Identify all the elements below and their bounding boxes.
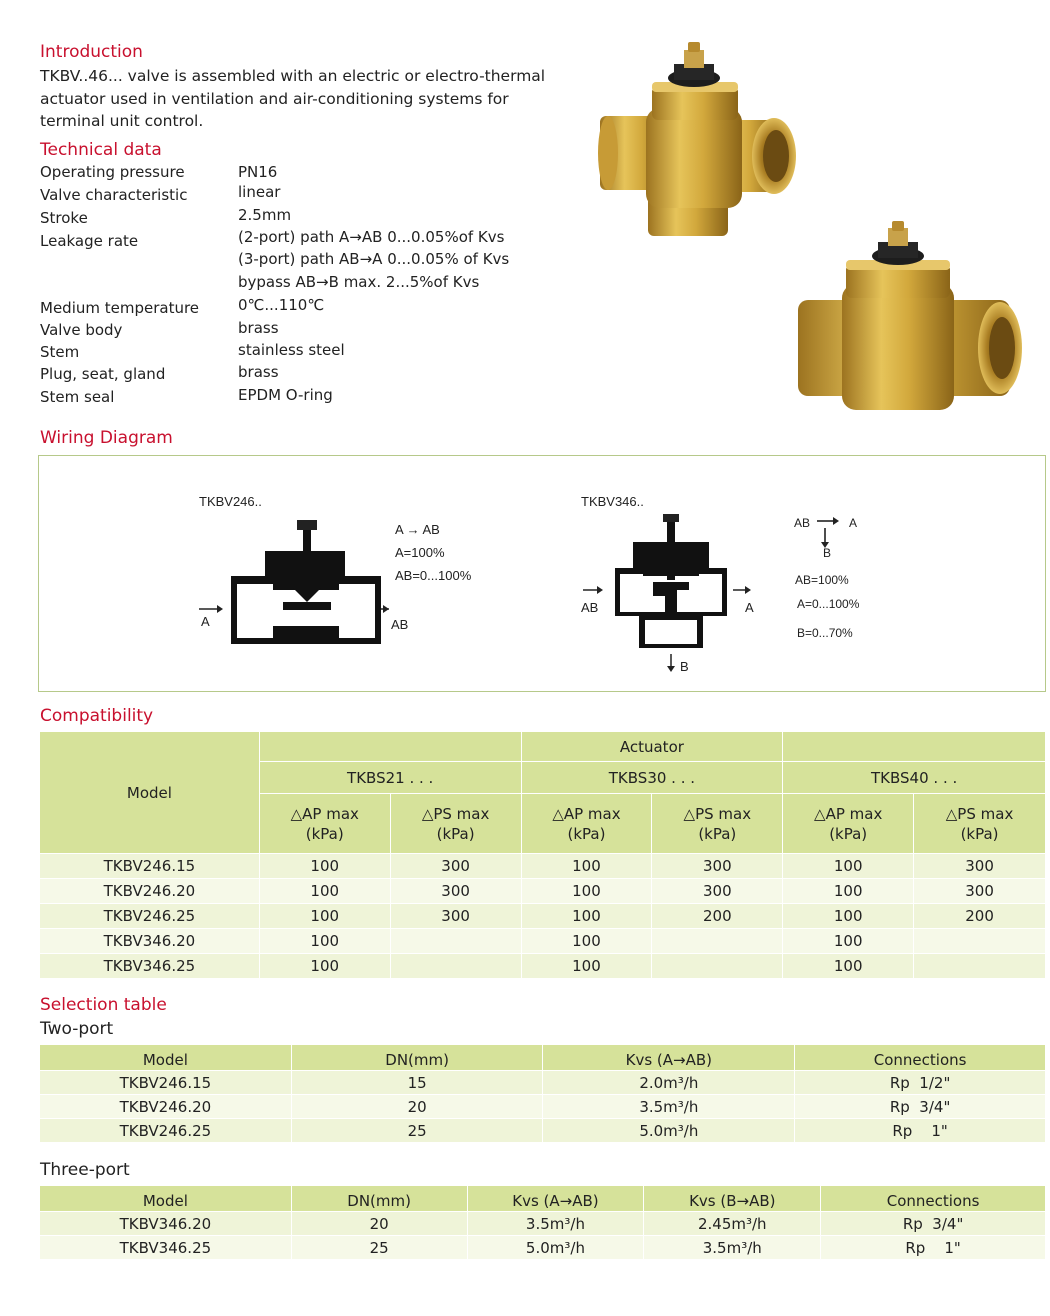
two-port-spec-ab: AB=0...100% [395, 568, 472, 583]
compat-value-cell [390, 954, 521, 979]
three-port-cell: 3.5m³/h [644, 1236, 821, 1260]
technical-value: brass [238, 363, 279, 381]
technical-value: 2.5mm [238, 206, 292, 224]
compat-value-cell: 100 [783, 904, 914, 929]
compat-value-cell: 100 [259, 879, 390, 904]
intro-text: TKBV..46... valve is assembled with an electric or electro-thermal actuator used in ventilation and air-conditioning systems for terminal unit control. [40, 67, 546, 130]
technical-label: Medium temperature [40, 299, 200, 317]
compat-model-cell: TKBV246.20 [40, 879, 260, 904]
table-row [40, 954, 1046, 979]
compat-model-cell: TKBV346.20 [40, 929, 260, 954]
three-port-flow-from: AB [794, 516, 811, 530]
three-port-cell: 25 [291, 1236, 467, 1260]
three-port-valve-diagram [579, 512, 759, 672]
three-port-header: Connections [821, 1186, 1046, 1212]
two-port-cell: Rp 1" [795, 1119, 1046, 1143]
table-row [40, 1071, 1046, 1095]
two-port-model-label: TKBV246.. [199, 494, 262, 509]
two-port-header: Kvs (A→AB) [543, 1045, 795, 1071]
two-port-inlet-label: A [201, 614, 210, 629]
three-port-header: Kvs (A→AB) [467, 1186, 644, 1212]
three-port-flow-bypass: B [823, 546, 832, 560]
three-port-valve-photo [588, 38, 806, 238]
technical-label: Leakage rate [40, 232, 139, 250]
compat-value-cell: 100 [259, 954, 390, 979]
selection-title: Selection table [40, 995, 167, 1015]
compat-model-cell: TKBV246.25 [40, 904, 260, 929]
compat-value-cell: 300 [914, 854, 1046, 879]
compat-value-cell: 300 [390, 904, 521, 929]
two-port-cell: 2.0m³/h [543, 1071, 795, 1095]
table-row [40, 1119, 1046, 1143]
technical-value: bypass AB→B max. 2...5%of Kvs [238, 273, 480, 291]
three-port-cell: 2.45m³/h [644, 1212, 821, 1236]
three-port-flow-arrows [815, 516, 845, 550]
table-row [40, 879, 1046, 904]
technical-value: stainless steel [238, 341, 345, 359]
compat-actuator-tkbs21: TKBS21 . . . [259, 762, 521, 794]
technical-value: linear [238, 183, 281, 201]
three-port-inlet-label: AB [581, 600, 599, 615]
technical-value: 0℃...110℃ [238, 296, 325, 314]
technical-label: Operating pressure [40, 163, 185, 181]
three-port-spec-b: B=0...70% [797, 626, 853, 640]
technical-value: (3-port) path AB→A 0...0.05% of Kvs [238, 250, 510, 268]
technical-label: Valve body [40, 321, 123, 339]
three-port-cell: Rp 3/4" [821, 1212, 1046, 1236]
three-port-cell: TKBV346.25 [40, 1236, 292, 1260]
three-port-spec-a: A=0...100% [797, 597, 860, 611]
table-row [40, 904, 1046, 929]
compat-ps-max-header: △PS max (kPa) [914, 794, 1046, 854]
two-port-title: Two-port [40, 1019, 114, 1039]
two-port-valve-diagram [197, 506, 397, 646]
three-port-spec-ab: AB=100% [795, 573, 849, 587]
compat-value-cell [914, 954, 1046, 979]
compat-value-cell: 100 [521, 929, 652, 954]
compat-value-cell: 100 [521, 904, 652, 929]
compat-value-cell: 300 [390, 854, 521, 879]
intro-title: Introduction [40, 42, 143, 62]
two-port-cell: 15 [291, 1071, 543, 1095]
two-port-cell: TKBV246.25 [40, 1119, 292, 1143]
compat-value-cell: 300 [914, 879, 1046, 904]
compat-value-cell: 200 [914, 904, 1046, 929]
compat-actuator-tkbs30: TKBS30 . . . [521, 762, 783, 794]
two-port-cell: 5.0m³/h [543, 1119, 795, 1143]
compat-value-cell: 300 [652, 854, 783, 879]
two-port-spec-a: A=100% [395, 545, 445, 560]
compat-value-cell: 100 [521, 954, 652, 979]
two-port-header: DN(mm) [291, 1045, 543, 1071]
two-port-cell: TKBV246.15 [40, 1071, 292, 1095]
three-port-title: Three-port [40, 1160, 130, 1180]
compat-value-cell [914, 929, 1046, 954]
three-port-bottom-label: B [680, 659, 689, 674]
table-row [40, 854, 1046, 879]
compat-value-cell: 300 [390, 879, 521, 904]
two-port-cell: 20 [291, 1095, 543, 1119]
technical-label: Stem [40, 343, 80, 361]
three-port-cell: 20 [291, 1212, 467, 1236]
two-port-cell: Rp 3/4" [795, 1095, 1046, 1119]
compat-model-header: Model [40, 732, 260, 854]
two-port-flow-label: A → AB [395, 522, 440, 537]
compat-value-cell: 100 [783, 879, 914, 904]
compat-ap-max-header: △AP max (kPa) [521, 794, 652, 854]
technical-label: Plug, seat, gland [40, 365, 166, 383]
compatibility-table [39, 731, 1046, 979]
two-port-valve-photo [788, 220, 1028, 425]
technical-value: EPDM O-ring [238, 386, 333, 404]
compat-value-cell: 100 [783, 854, 914, 879]
compatibility-title: Compatibility [40, 706, 154, 726]
compat-value-cell: 200 [652, 904, 783, 929]
three-port-cell: 5.0m³/h [467, 1236, 644, 1260]
three-port-header: DN(mm) [291, 1186, 467, 1212]
compat-value-cell: 300 [652, 879, 783, 904]
compat-value-cell: 100 [259, 904, 390, 929]
three-port-cell: 3.5m³/h [467, 1212, 644, 1236]
compat-actuator-header: Actuator [521, 732, 783, 762]
three-port-header: Model [40, 1186, 292, 1212]
compat-ps-max-header: △PS max (kPa) [390, 794, 521, 854]
wiring-diagram-box [38, 455, 1046, 692]
technical-label: Valve characteristic [40, 186, 188, 204]
table-row [40, 1212, 1046, 1236]
table-row [40, 1236, 1046, 1260]
two-port-header: Connections [795, 1045, 1046, 1071]
three-port-flow-to: A [849, 516, 858, 530]
two-port-cell: Rp 1/2" [795, 1071, 1046, 1095]
compat-value-cell: 100 [783, 929, 914, 954]
compat-value-cell: 100 [521, 854, 652, 879]
two-port-header: Model [40, 1045, 292, 1071]
technical-value: (2-port) path A→AB 0...0.05%of Kvs [238, 228, 505, 246]
two-port-cell: TKBV246.20 [40, 1095, 292, 1119]
compat-ap-max-header: △AP max (kPa) [783, 794, 914, 854]
compat-value-cell [390, 929, 521, 954]
three-port-header: Kvs (B→AB) [644, 1186, 821, 1212]
compat-value-cell [652, 954, 783, 979]
compat-ps-max-header: △PS max (kPa) [652, 794, 783, 854]
three-port-outlet-label: A [745, 600, 754, 615]
compat-model-cell: TKBV346.25 [40, 954, 260, 979]
technical-value: PN16 [238, 163, 278, 181]
technical-label: Stem seal [40, 388, 115, 406]
compat-ap-max-header: △AP max (kPa) [259, 794, 390, 854]
table-row [40, 929, 1046, 954]
compat-value-cell: 100 [259, 929, 390, 954]
compat-value-cell [652, 929, 783, 954]
three-port-cell: Rp 1" [821, 1236, 1046, 1260]
compat-actuator-tkbs40: TKBS40 . . . [783, 762, 1046, 794]
wiring-title: Wiring Diagram [40, 428, 173, 448]
compat-model-cell: TKBV246.15 [40, 854, 260, 879]
two-port-selection-table [39, 1044, 1046, 1143]
compat-value-cell: 100 [783, 954, 914, 979]
two-port-cell: 3.5m³/h [543, 1095, 795, 1119]
technical-label: Stroke [40, 209, 88, 227]
table-row [40, 1095, 1046, 1119]
two-port-cell: 25 [291, 1119, 543, 1143]
three-port-selection-table [39, 1185, 1046, 1260]
compat-value-cell: 100 [259, 854, 390, 879]
technical-value: brass [238, 319, 279, 337]
three-port-model-label: TKBV346.. [581, 494, 644, 509]
three-port-cell: TKBV346.20 [40, 1212, 292, 1236]
technical-title: Technical data [40, 140, 162, 160]
two-port-outlet-label: AB [391, 617, 409, 632]
compat-value-cell: 100 [521, 879, 652, 904]
